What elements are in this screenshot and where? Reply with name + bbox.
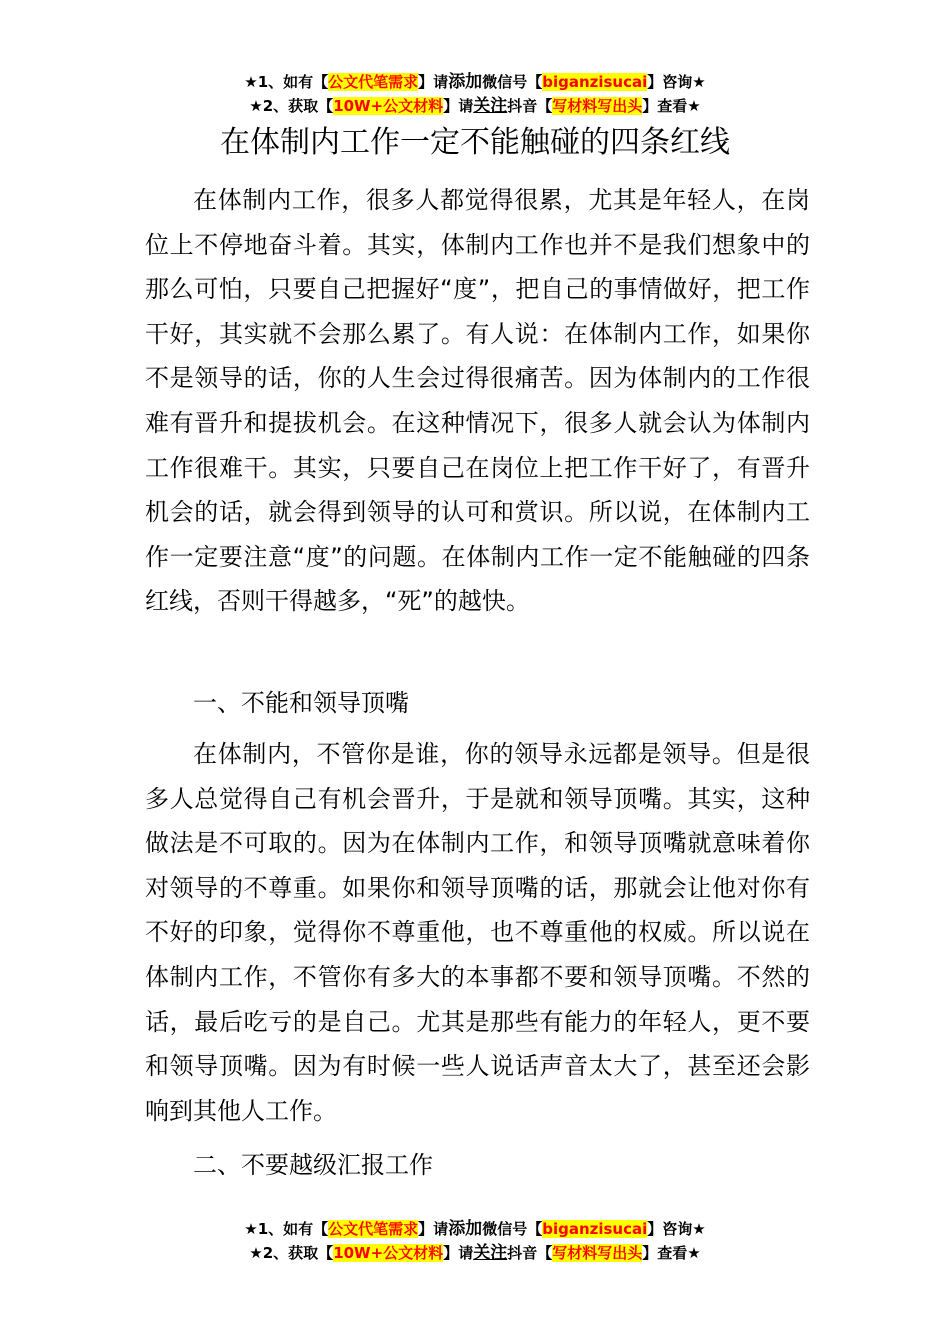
banner-text: ★1、如有【 <box>244 1220 329 1238</box>
banner-text: 】请 <box>418 1220 449 1238</box>
section-heading-2: 二、不要越级汇报工作 <box>193 1151 433 1179</box>
banner-highlight: biganzisucai <box>542 1220 648 1238</box>
banner-line-2 <box>0 94 950 118</box>
banner-emphasis: 添加 <box>448 72 483 92</box>
banner-emphasis: 关注 <box>473 1243 508 1263</box>
banner-highlight: biganzisucai <box>542 73 648 91</box>
document-title: 在体制内工作一定不能触碰的四条红线 <box>220 125 730 160</box>
banner-line-1 <box>0 1217 950 1241</box>
bottom-banner <box>0 1217 950 1265</box>
banner-emphasis: 关注 <box>473 96 508 116</box>
top-banner <box>0 70 950 118</box>
paragraph-1: 在体制内工作，很多人都觉得很累，尤其是年轻人，在岗位上不停地奋斗着。其实，体制内工作也并不是我们想象中的那么可怕，只要自己把握好“度”，把自己的事情做好，把工作干好，其实就不会那么累了。有人说：在体制内工作，如果你不是领导的话，你的人生会过得很痛苦。因为体制内的工作很难有晋升和提拔机会。在这种情况下，很多人就会认为体制内工作很难干。其实，只要自己在岗位上把工作干好了，有晋升机会的话，就会得到领导的认可和赏识。所以说，在体制内工作一定要注意“度”的问题。在体制内工作一定不能触碰的四条红线，否则干得越多，“死”的越快。 <box>145 186 810 616</box>
banner-text: 抖音【 <box>507 1244 553 1262</box>
banner-highlight: 公文代笔需求 <box>328 73 419 91</box>
paragraph-2: 在体制内，不管你是谁，你的领导永远都是领导。但是很多人总觉得自己有机会晋升，于是就和领导顶嘴。其实，这种做法是不可取的。因为在体制内工作，和领导顶嘴就意味着你对领导的不尊重。如果你和领导顶嘴的话，那就会让他对你有不好的印象，觉得你不尊重他，也不尊重他的权威。所以说在体制内工作，不管你有多大的本事都不要和领导顶嘴。不然的话，最后吃亏的是自己。尤其是那些有能力的年轻人，更不要和领导顶嘴。因为有时候一些人说话声音太大了，甚至还会影响到其他人工作。 <box>145 740 810 1125</box>
banner-highlight: 10W+公文材料 <box>333 1244 444 1262</box>
banner-highlight: 写材料写出头 <box>552 1244 643 1262</box>
banner-text: 抖音【 <box>507 97 553 115</box>
banner-text: ★2、获取【 <box>249 1244 334 1262</box>
banner-text: 】咨询★ <box>647 73 706 91</box>
banner-highlight: 10W+公文材料 <box>333 97 444 115</box>
banner-text: 】请 <box>443 97 474 115</box>
banner-text: ★2、获取【 <box>249 97 334 115</box>
banner-text: 】请 <box>418 73 449 91</box>
banner-text: 】查看★ <box>642 1244 701 1262</box>
banner-highlight: 写材料写出头 <box>552 97 643 115</box>
banner-text: 】查看★ <box>642 97 701 115</box>
banner-emphasis: 添加 <box>448 1219 483 1239</box>
banner-text: ★1、如有【 <box>244 73 329 91</box>
banner-text: 】咨询★ <box>647 1220 706 1238</box>
banner-line-2 <box>0 1241 950 1265</box>
section-heading-1: 一、不能和领导顶嘴 <box>193 689 409 717</box>
banner-highlight: 公文代笔需求 <box>328 1220 419 1238</box>
banner-text: 微信号【 <box>482 1220 543 1238</box>
banner-line-1 <box>0 70 950 94</box>
banner-text: 】请 <box>443 1244 474 1262</box>
banner-text: 微信号【 <box>482 73 543 91</box>
